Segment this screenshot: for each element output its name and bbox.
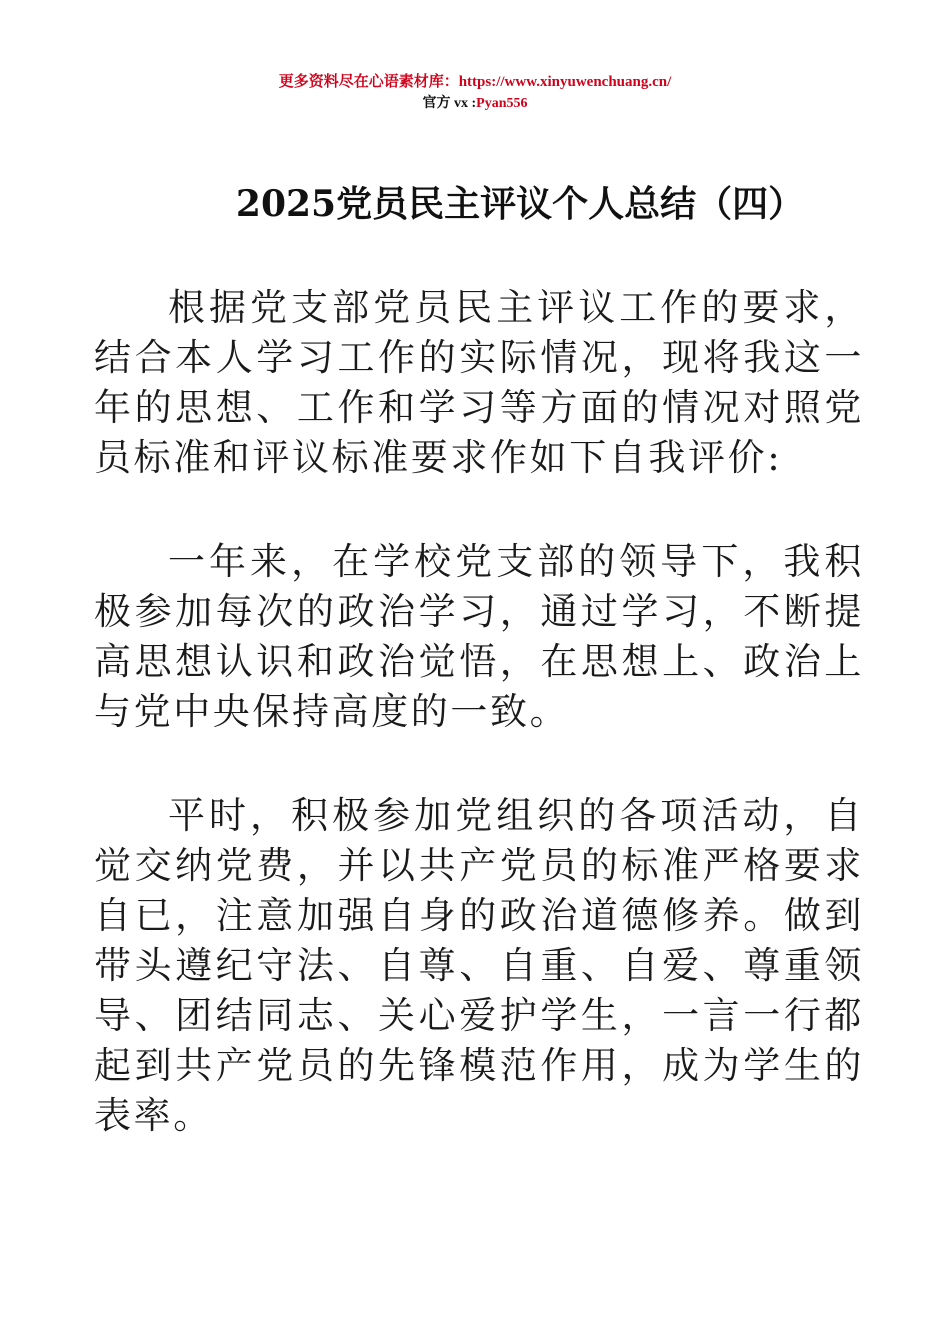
document-title: 2025党员民主评议个人总结（四）	[235, 183, 805, 225]
document-body	[94, 283, 864, 1195]
header-contact-label: 官方 vx :	[422, 96, 477, 111]
header-contact-line	[0, 92, 950, 112]
paragraph-2: 一年来，在学校党支部的领导下，我积极参加每次的政治学习，通过学习，不断提高思想认识和政治觉悟，在思想上、政治上与党中央保持高度的一致。	[94, 540, 864, 733]
header-source-line: 更多资料尽在心语素材库：https://www.xinyuwenchuang.cn/	[278, 74, 672, 90]
header-contact-id: Pyan556	[476, 96, 528, 111]
paragraph-3: 平时，积极参加党组织的各项活动，自觉交纳党费，并以共产党员的标准严格要求自已，注意加强自身的政治道德修养。做到带头遵纪守法、自尊、自重、自爱、尊重领导、团结同志、关心爱护学生，一言一行都起到共产党员的先锋模范作用，成为学生的表率。	[94, 794, 864, 1137]
paragraph-1: 根据党支部党员民主评议工作的要求，结合本人学习工作的实际情况，现将我这一年的思想、工作和学习等方面的情况对照党员标准和评议标准要求作如下自我评价:	[94, 286, 864, 479]
